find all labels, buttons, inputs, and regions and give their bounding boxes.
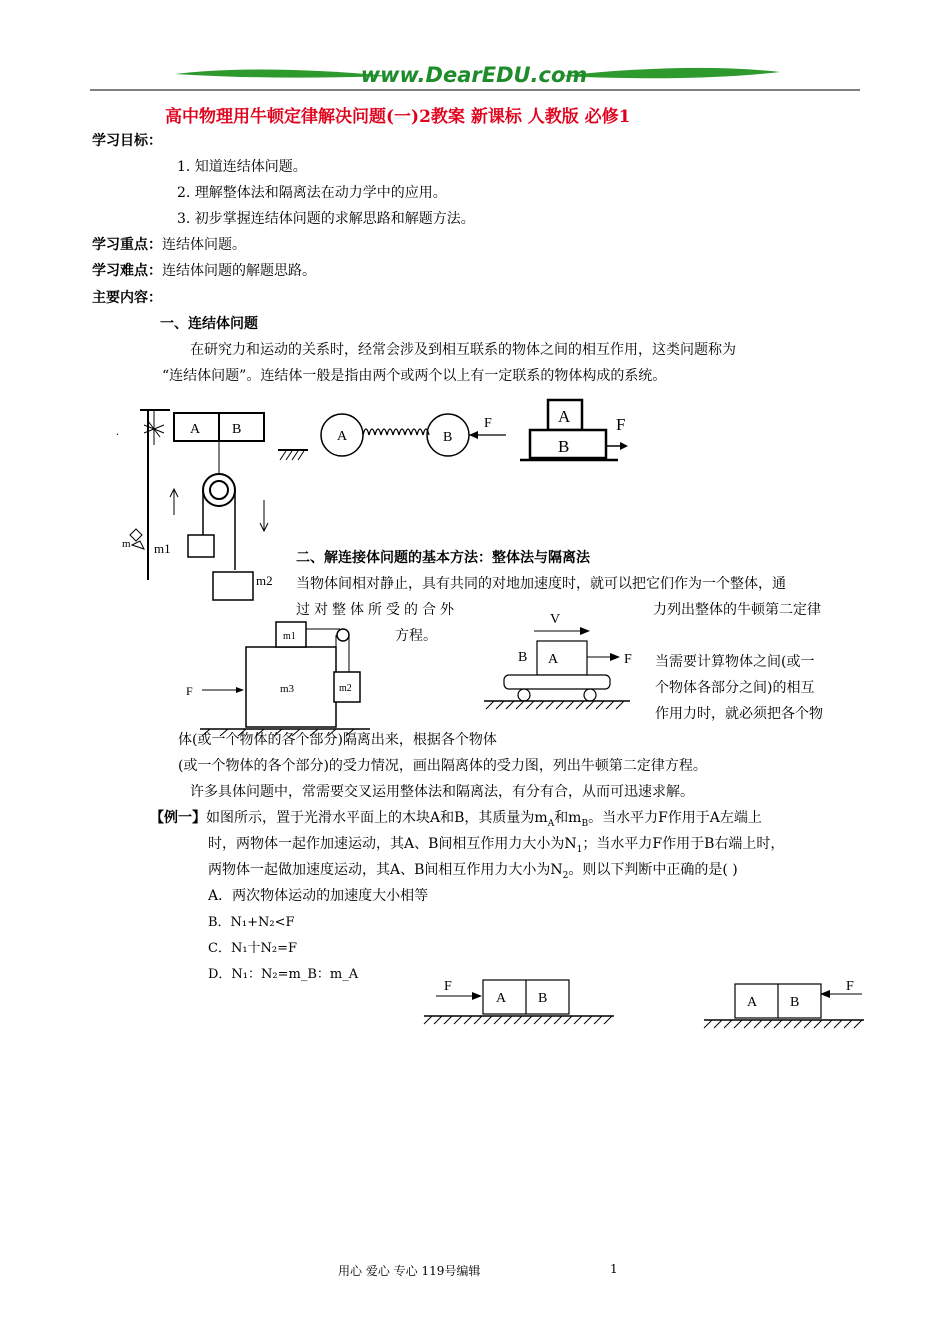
example-figure-1: [420, 972, 620, 1032]
example-text: 。当水平力F作用于A左端上: [588, 810, 762, 826]
option-b: B．N₁+N₂<F: [208, 915, 295, 930]
section1-line: 在研究力和运动的关系时，经常会涉及到相互联系的物体之间的相互作用，这类问题称为: [190, 342, 736, 358]
sub-a: A: [547, 818, 555, 829]
example-text: 和m: [554, 810, 582, 826]
section2-line: 当需要计算物体之间(或一: [655, 654, 815, 670]
page-number: 1: [610, 1262, 618, 1276]
stack-force-label: F: [616, 415, 626, 434]
key-point: [92, 234, 246, 254]
difficulty: [92, 260, 316, 280]
section2-line: 方程。: [395, 628, 437, 644]
push-force-label: F: [186, 684, 193, 698]
cart-force-label: F: [624, 652, 632, 667]
objective-item: 2. 理解整体法和隔离法在动力学中的应用。: [177, 185, 447, 201]
block-a-label: A: [190, 422, 201, 437]
ex1-a-label: A: [496, 991, 507, 1006]
difficulty-text: 连结体问题的解题思路。: [162, 263, 316, 279]
hand-m-label: m: [122, 538, 131, 550]
ex2-a-label: A: [747, 995, 758, 1010]
section2-line: 个物体各部分之间)的相互: [655, 680, 815, 696]
objective-item: 3. 初步掌握连结体问题的求解思路和解题方法。: [177, 211, 475, 227]
section2-line: 当物体间相对静止，具有共同的对地加速度时，就可以把它们作为一个整体，通: [296, 576, 786, 592]
m2-label: m2: [256, 573, 273, 588]
example-line: [150, 807, 762, 829]
section2-line: 作用力时，就必须把各个物: [655, 706, 823, 722]
main-content-label: 主要内容：: [92, 290, 162, 306]
section2-line: 体(或一个物体的各个部分)隔离出来，根据各个物体: [178, 732, 497, 748]
stacked-blocks-figure: [518, 396, 638, 466]
key-point-text: 连结体问题。: [162, 237, 246, 253]
option-a: A．两次物体运动的加速度大小相等: [208, 888, 429, 904]
top-block-label: A: [558, 407, 571, 426]
objectives-label: 学习目标：: [92, 133, 162, 149]
ex2-b-label: B: [790, 995, 800, 1010]
section2-line: 许多具体问题中，常需要交叉运用整体法和隔离法，有分有合，从而可迅速求解。: [190, 784, 694, 800]
bottom-block-label: B: [558, 437, 570, 456]
section2-line: 过对整体所受的合外: [296, 602, 458, 618]
cart-block-label: A: [548, 652, 559, 667]
example-label: 【例一】: [150, 810, 206, 826]
m2-block-label: m2: [339, 683, 352, 694]
three-block-figure: [180, 617, 380, 737]
m3-block-label: m3: [280, 683, 295, 695]
sub-2: 2: [562, 870, 569, 881]
ground-hatch: [278, 448, 308, 462]
block-b-label: B: [232, 422, 242, 437]
force-label: F: [484, 416, 492, 431]
ball-b-label: B: [443, 430, 453, 445]
svg-text:.: .: [116, 424, 119, 438]
example-text: ；当水平力F作用于B右端上时，: [582, 836, 785, 852]
m1-label: m1: [154, 541, 171, 556]
spring-figure: [318, 410, 508, 460]
m1-block-label: m1: [283, 631, 296, 642]
option-c: C．N₁十N₂=F: [208, 941, 298, 956]
key-point-label: 学习重点：: [92, 237, 162, 253]
cart-b-label: B: [518, 650, 528, 665]
example-text: 如图所示，置于光滑水平面上的木块A和B，其质量为m: [206, 810, 548, 826]
objective-item: 1. 知道连结体问题。: [177, 159, 307, 175]
example-text: 两物体一起做加速度运动，其A、B间相互作用力大小为N: [208, 862, 563, 878]
example-line: [208, 859, 738, 881]
banner-text: www.DearEDU.com: [360, 63, 588, 87]
section2-line: 力列出整体的牛顿第二定律: [653, 602, 821, 618]
cart-figure: [480, 605, 655, 720]
page-title: 高中物理用牛顿定律解决问题(一)2教案 新课标 人教版 必修1: [165, 107, 631, 127]
sub-1: 1: [576, 844, 583, 855]
pulley-figure: [108, 405, 288, 605]
option-d: D．N₁：N₂=m_B：m_A: [208, 967, 359, 982]
ex2-force-label: F: [846, 979, 854, 994]
header-banner: [90, 58, 860, 98]
section2-line: (或一个物体的各个部分)的受力情况，画出隔离体的受力图，列出牛顿第二定律方程。: [178, 758, 707, 774]
ex1-b-label: B: [538, 991, 548, 1006]
ex1-force-label: F: [444, 979, 452, 994]
example-line: [208, 833, 784, 855]
section2-heading: 二、解连接体问题的基本方法：整体法与隔离法: [296, 550, 590, 566]
difficulty-label: 学习难点：: [92, 263, 162, 279]
sub-b: B: [581, 818, 589, 829]
example-figure-2: [700, 972, 870, 1032]
example-text: 时，两物体一起作加速运动，其A、B间相互作用力大小为N: [208, 836, 577, 852]
footer-text: 用心 爱心 专心 119号编辑: [338, 1264, 481, 1278]
section1-line: “连结体问题”。连结体一般是指由两个或两个以上有一定联系的物体构成的系统。: [162, 368, 667, 384]
ball-a-label: A: [337, 429, 348, 444]
velocity-label: V: [550, 612, 561, 627]
example-text: 。则以下判断中正确的是( ): [568, 862, 738, 878]
section1-heading: 一、连结体问题: [160, 316, 258, 332]
